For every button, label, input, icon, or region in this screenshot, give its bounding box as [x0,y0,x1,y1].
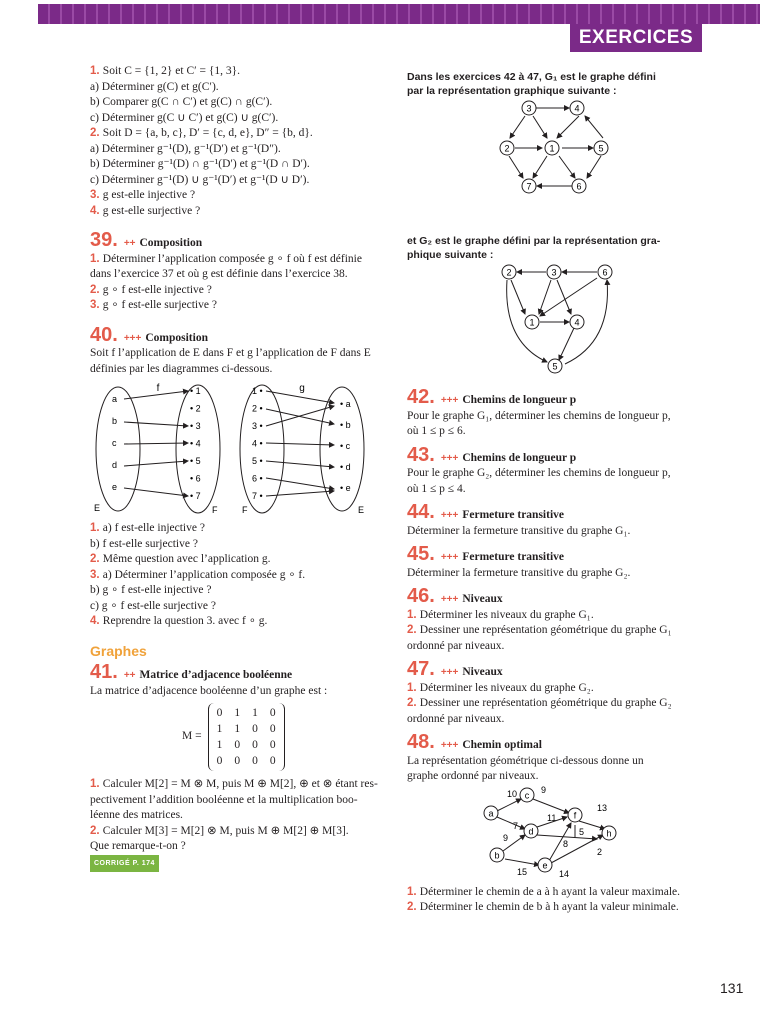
difficulty-stars: ++ [123,238,136,249]
exercise-40-intro: définies par les diagrammes ci-dessous. [90,362,273,375]
element-label: e [112,482,118,492]
mapping-diagrams [90,381,380,517]
matrix-cell: 1 [234,707,241,719]
graph-edge [587,156,601,178]
graph-edge [533,156,547,178]
item-text: g est-elle surjective ? [102,204,201,217]
element-label: • e [340,483,351,493]
element-label: • 2 [190,403,201,414]
exercise-41-intro: La matrice d’adjacence booléenne d’un graphe est : [90,684,328,697]
item-text: Calculer M[3] = M[2] ⊗ M, puis M ⊕ M[2] ⊕ M[3]. [102,824,349,837]
item-text: Déterminer le chemin de a à h ayant la valeur maximale. [419,885,681,898]
graph-node-label: 1 [549,143,555,154]
exercise-title: Chemins de longueur p [462,394,577,406]
item-number: 2. [407,624,420,636]
item-line [407,409,699,425]
graph-g2-intro: phique suivante : [407,249,494,261]
graph-node-label: 6 [576,181,582,192]
item-text: léenne des matrices. [90,809,183,821]
graph-edge [511,280,525,314]
edge-weight: 14 [559,868,570,879]
item-line [90,204,395,220]
element-label: 7 • [252,491,263,501]
exercise-header [407,386,699,409]
item-text: g ∘ f est-elle injective ? [102,283,212,296]
item-text: a) Déterminer g⁻¹(D), g⁻¹(D′) et g⁻¹(D″). [90,142,281,155]
graph-edge [533,116,547,138]
exercise-40-intro: Soit f l’application de E dans F et g l’application de F dans E [90,347,371,359]
graph-edge [557,116,579,138]
top-banner [38,4,760,24]
element-label: 5 • [252,456,263,466]
graph-node-label: 4 [574,317,580,328]
item-number: 3. [90,299,103,311]
item-line [407,769,699,785]
item-text: Déterminer les niveaux du graphe G₂. [419,681,594,694]
exercise-39-header [90,229,395,252]
item-line [407,712,699,728]
element-label: • 4 [190,438,201,449]
item-line [90,614,395,630]
matrix-cell: 0 [269,755,276,767]
element-label: 3 • [252,421,263,431]
item-line [407,524,699,540]
graph-edge [533,799,569,813]
exercise-number: 46. [407,585,435,607]
item-line [90,80,395,96]
map-arrow [124,443,188,444]
item-line [407,566,699,582]
difficulty-stars: +++ [440,552,459,563]
graph-node-label: d [528,826,534,836]
graph-edge [585,116,603,138]
item-line [90,808,395,824]
item-line [407,681,699,697]
difficulty-stars: +++ [440,594,459,605]
item-text: b) g ∘ f est-elle injective ? [90,584,212,596]
item-line [90,777,395,793]
matrix-cell: 0 [216,755,223,767]
exercise-header [407,543,699,566]
graph-node-label: h [606,828,612,838]
item-text: a) f est-elle injective ? [102,522,205,534]
adjacency-matrix [182,703,395,771]
item-line [90,298,395,314]
item-line [90,583,395,599]
item-number: 2. [407,901,420,913]
graph-edge [510,116,525,138]
g-label: g [299,383,305,394]
item-text: Que remarque-t-on ? [90,840,186,852]
element-label: 2 • [252,403,263,414]
graph-node-label: 3 [551,267,557,278]
item-text: Déterminer la fermeture transitive du graphe G₂. [407,566,631,579]
exercise-number: 43. [407,443,435,466]
element-label: c [112,438,117,448]
item-text: c) g ∘ f est-elle surjective ? [90,599,216,612]
item-text: ordonné par niveaux. [407,639,505,652]
exercise-number: 42. [407,386,435,408]
graph-g1-intro: Dans les exercices 42 à 47, G₁ est le graphe défini [407,71,656,83]
item-number: 2. [90,824,103,837]
item-text: c) Déterminer g⁻¹(D) ∪ g⁻¹(D′) et g⁻¹(D ∪ D′). [90,173,310,186]
graph-node-label: 1 [529,317,535,328]
item-line [90,95,395,111]
element-label: • 3 [190,421,201,431]
exercise-title: Niveaux [462,666,503,678]
graph-g2 [407,262,697,382]
graph-node-label: 4 [574,103,580,114]
edge-weight: 5 [579,826,585,837]
item-text: Dessiner une représentation géométrique du graphe G₁ [419,624,672,636]
map-arrow [266,461,334,467]
exercise-title: Fermeture transitive [462,551,564,563]
exercise-title: Matrice d’adjacence booléenne [139,669,293,681]
item-line [90,188,395,204]
matrix-row [217,753,276,769]
right-column [407,70,699,916]
edge-weight: 8 [563,838,569,849]
matrix-cell: 0 [234,739,241,751]
item-number: 1. [90,252,103,265]
section-tab-label: EXERCICES [578,27,694,48]
element-label: • 6 [190,473,201,484]
item-text: Déterminer la fermeture transitive du graphe G₁. [407,524,631,537]
map-arrow [266,491,334,496]
matrix-cell: 1 [252,707,258,719]
item-text: graphe ordonné par niveaux. [407,770,539,782]
item-number: 1. [90,522,103,534]
map-arrow [124,422,188,426]
exercise-number: 40. [90,323,118,346]
exercise-number: 48. [407,731,435,753]
exercise-header [407,731,699,754]
right-exercises [407,386,699,785]
matrix-cell: 0 [252,755,258,767]
exercise-number: 47. [407,658,435,680]
graph-node-label: 2 [506,267,512,278]
set-e-label: E [94,503,101,513]
edge-weight: 10 [507,788,518,799]
exercise-title: Composition [145,331,208,344]
item-line [407,608,699,624]
matrix-cell: 0 [269,739,276,751]
graph-edge [540,278,597,316]
exercise-41-items [90,777,395,855]
item-line [90,252,395,268]
graph-g2-intro: et G₂ est le graphe défini par la représentation gra- [407,235,661,247]
item-line [407,900,699,916]
exercise-40-header [90,323,395,347]
item-text: g ∘ f est-elle surjective ? [102,299,217,311]
item-number: 4. [90,615,103,627]
item-text: Calculer M[2] = M ⊗ M, puis M ⊕ M[2], ⊕ et ⊗ étant res- [102,778,378,790]
set-e-label: E [358,505,365,515]
graph-weighted [407,785,697,881]
item-text: b) f est-elle surjective ? [90,537,198,550]
item-line [90,793,395,809]
item-line [407,885,699,901]
item-line [407,623,699,639]
graph-node-label: 2 [504,143,510,154]
exercise-number: 39. [90,229,118,251]
item-line [90,521,395,537]
graph-g1-intro: par la représentation graphique suivante : [407,85,617,97]
matrix-row [217,721,276,737]
edge-weight: 11 [547,812,557,823]
item-line [90,537,395,553]
element-label: • c [340,441,351,451]
item-text: b) Déterminer g⁻¹(D) ∩ g⁻¹(D′) et g⁻¹(D ∩ D′). [90,158,310,170]
item-line [90,173,395,189]
element-label: a [112,394,118,404]
graph-node-label: b [494,850,500,860]
graph-node-label: 5 [552,361,558,372]
item-number: 1. [407,608,420,621]
map-arrow [266,443,334,445]
item-number: 2. [90,127,103,139]
matrix-cell: 1 [216,739,223,751]
graph-edge [505,859,539,865]
element-label: • a [340,399,351,409]
difficulty-stars: +++ [440,740,459,751]
graph-edge [539,280,551,314]
element-label: • b [340,420,351,430]
exercise-41-header [90,661,395,684]
matrix-cell: 0 [269,723,276,735]
item-text: pectivement l’addition booléenne et la multiplication boo- [90,793,358,806]
matrix-cell: 0 [269,707,276,719]
exercise-title: Fermeture transitive [462,509,564,521]
matrix-cell: 0 [234,755,241,767]
graph-node-label: f [573,810,577,820]
item-line [90,267,395,283]
graph-edge [497,817,525,829]
difficulty-stars: ++ [123,670,136,681]
matrix-cell: 0 [252,739,258,751]
matrix-row [217,737,276,753]
exercise-number: 41. [90,661,118,683]
difficulty-stars: +++ [440,667,459,678]
corrige-badge[interactable]: CORRIGÉ P. 174 [90,855,159,873]
element-label: • 5 [190,456,201,466]
item-text: dans l’exercice 37 et où g est définie dans l’exercice 38. [90,268,348,280]
element-label: 1 • [252,386,263,396]
item-line [90,157,395,173]
item-number: 1. [90,778,103,790]
exercise-header [407,585,699,608]
item-line [90,839,395,855]
element-label: 4 • [252,438,263,449]
item-text: Même question avec l’application g. [102,553,271,565]
graph-node-label: a [488,808,494,818]
exercise-header [407,658,699,681]
exercise-header [407,443,699,467]
edge-weight: 9 [541,784,547,795]
item-line [90,824,395,840]
item-line [407,482,699,498]
item-text: Déterminer le chemin de b à h ayant la valeur minimale. [419,901,679,913]
difficulty-stars: +++ [440,452,459,464]
item-line [407,639,699,655]
graph-node-label: 7 [526,181,532,192]
item-text: Pour le graphe G₂, déterminer les chemins de longueur p, [407,467,671,479]
item-line [90,283,395,299]
item-number: 3. [90,568,103,581]
graph-edge [497,799,521,811]
item-number: 2. [407,697,420,709]
exercise-title: Chemins de longueur p [462,451,577,464]
item-text: Pour le graphe G₁, déterminer les chemins de longueur p, [407,409,671,422]
item-number: 1. [90,65,103,77]
item-line [407,696,699,712]
item-text: Déterminer l’application composée g ∘ f où f est définie [102,252,362,265]
edge-weight: 15 [517,866,528,877]
matrix-cell: 1 [216,723,223,735]
matrix-label: M = [182,730,202,743]
matrix-rows [208,703,285,771]
item-line [90,142,395,158]
item-text: a) Déterminer l’application composée g ∘ f. [102,568,306,581]
set-f-label: F [242,505,248,515]
item-text: La représentation géométrique ci-dessous donne un [407,754,644,767]
item-line [407,754,699,770]
item-line [407,466,699,482]
item-line [90,568,395,584]
graph-edge [559,156,575,178]
exercise-number: 45. [407,543,435,565]
item-line [407,424,699,440]
graph-node-label: 6 [602,267,608,278]
element-label: d [112,460,118,470]
graph-node-label: e [542,860,548,870]
pre-items [90,64,395,219]
f-label: f [156,383,160,394]
item-text: Dessiner une représentation géométrique du graphe G₂ [419,697,672,709]
exercise-title: Chemin optimal [462,739,542,751]
item-number: 2. [90,553,103,565]
matrix-cell: 0 [216,707,223,719]
item-text: où 1 ≤ p ≤ 4. [407,482,466,495]
edge-weight: 13 [597,802,608,813]
section-heading: Graphes [90,642,147,659]
matrix-row [217,705,276,721]
exercise-48-items [407,885,699,916]
item-text: Reprendre la question 3. avec f ∘ g. [102,615,268,627]
item-text: Déterminer les niveaux du graphe G₁. [419,608,594,621]
exercise-number: 44. [407,501,435,523]
item-text: a) Déterminer g(C) et g(C′). [90,80,219,93]
edge-weight: 2 [597,846,603,857]
item-number: 1. [407,681,420,694]
edge-weight: 9 [503,832,509,843]
difficulty-stars: +++ [440,395,459,406]
item-text: g est-elle injective ? [102,189,196,201]
difficulty-stars: +++ [440,510,459,521]
exercise-title: Composition [139,237,203,249]
item-line [90,64,395,80]
exercise-header [407,501,699,524]
exercise-title: Niveaux [462,593,503,605]
exercise-39-items [90,252,395,314]
map-arrow [124,461,188,466]
matrix-cell: 1 [234,723,241,735]
graph-edge [559,328,574,360]
graph-node-label: 3 [526,103,532,114]
item-line [90,599,395,615]
element-label: 6 • [252,473,263,484]
edge-weight: 7 [513,820,519,831]
graph-edge [509,156,523,178]
set-e-oval [96,387,140,511]
item-number: 3. [90,189,103,201]
element-label: • 7 [190,491,201,501]
graph-g1 [407,98,697,226]
graph-node-label: c [524,790,530,800]
page-number: 131 [720,980,744,996]
item-number: 2. [90,283,103,296]
left-column [90,64,395,872]
set-f-label: F [212,505,218,515]
exercise-40-items [90,521,395,630]
item-line [90,126,395,142]
item-number: 1. [407,885,420,898]
item-text: où 1 ≤ p ≤ 6. [407,425,466,437]
element-label: • d [340,462,351,472]
element-label: b [112,416,118,426]
section-tab [570,24,702,52]
item-text: Soit D = {a, b, c}, D′ = {c, d, e}, D″ = {b, d}. [102,127,313,139]
item-line [90,111,395,127]
item-text: c) Déterminer g(C ∪ C′) et g(C) ∪ g(C′). [90,111,279,124]
item-text: Soit C = {1, 2} et C′ = {1, 3}. [102,65,241,77]
item-text: b) Comparer g(C ∩ C′) et g(C) ∩ g(C′). [90,96,273,108]
graph-node-label: 5 [598,143,604,154]
item-number: 4. [90,204,103,217]
difficulty-stars: +++ [123,332,142,344]
element-label: • 1 [190,386,201,396]
matrix-cell: 0 [252,723,258,735]
item-text: ordonné par niveaux. [407,712,505,725]
item-line [90,552,395,568]
